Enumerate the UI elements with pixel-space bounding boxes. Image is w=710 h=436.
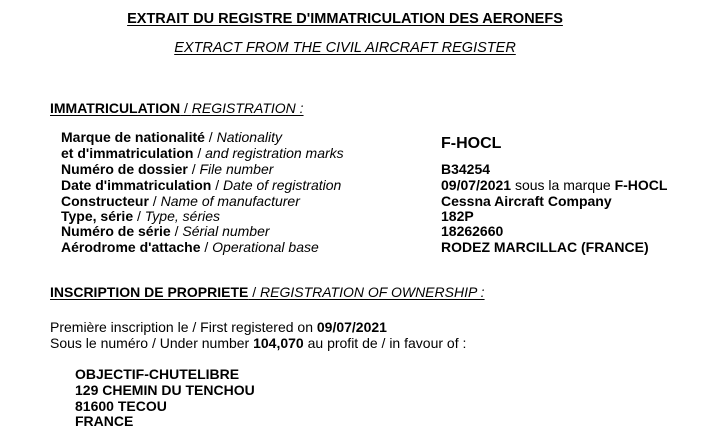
label-separator: / [193, 145, 206, 161]
label-separator: / [133, 208, 145, 224]
label-separator: / [148, 193, 161, 209]
label-en: Type, séries [144, 208, 221, 224]
label-fr: Marque de nationalité [61, 129, 205, 145]
value-registration-marks: F-HOCL [441, 135, 502, 152]
first-registered-date: 09/07/2021 [316, 319, 387, 335]
value-serial-number: 18262660 [441, 223, 504, 239]
registration-heading-en: REGISTRATION : [191, 100, 304, 116]
first-registered-line [50, 319, 387, 335]
label-separator: / [204, 129, 217, 145]
label-separator: / [200, 239, 213, 255]
registration-heading-fr: IMMATRICULATION [50, 100, 181, 116]
ownership-favour-label: au profit de / in favour of : [303, 335, 467, 351]
owner-name: OBJECTIF-CHUTELIBRE [75, 366, 240, 382]
label-en: Operational base [212, 239, 319, 255]
label-en: and registration marks [205, 145, 344, 161]
label-operational-base [61, 239, 319, 255]
ownership-number-line [50, 335, 466, 351]
label-file-number [61, 161, 273, 177]
label-fr: Numéro de dossier [61, 161, 188, 177]
label-en: Name of manufacturer [160, 193, 300, 209]
value-type-series: 182P [441, 208, 474, 224]
label-en: Nationality [216, 129, 282, 145]
label-fr: Numéro de série [61, 223, 171, 239]
label-fr: Type, série [61, 208, 134, 224]
ownership-number-label: Sous le numéro / Under number [50, 335, 254, 351]
label-registration-date [61, 177, 341, 193]
ownership-section-heading [50, 284, 485, 300]
label-separator: / [211, 177, 224, 193]
registration-section-heading [50, 100, 304, 116]
heading-separator: / [248, 284, 261, 300]
label-registration-marks [61, 145, 344, 161]
label-type-series [61, 208, 220, 224]
label-en: Date of registration [223, 177, 342, 193]
owner-street: 129 CHEMIN DU TENCHOU [75, 382, 255, 398]
owner-city: 81600 TECOU [75, 398, 167, 414]
label-fr: Aérodrome d'attache [61, 239, 201, 255]
value-manufacturer: Cessna Aircraft Company [441, 193, 612, 209]
value-operational-base: RODEZ MARCILLAC (FRANCE) [441, 239, 649, 255]
first-registered-label: Première inscription le / First registered on [50, 319, 317, 335]
owner-country: FRANCE [75, 413, 134, 429]
value-file-number: B34254 [441, 161, 491, 177]
ownership-heading-en: REGISTRATION OF OWNERSHIP : [260, 284, 485, 300]
label-manufacturer [61, 193, 300, 209]
document-title-en: EXTRACT FROM THE CIVIL AIRCRAFT REGISTER [174, 40, 516, 56]
registration-date: 09/07/2021 [441, 177, 512, 193]
value-registration-date [441, 177, 667, 193]
registration-date-connector: sous la marque [511, 177, 615, 193]
label-fr: Constructeur [61, 193, 149, 209]
label-nationality [61, 129, 282, 145]
label-en: Sérial number [182, 223, 270, 239]
ownership-number-value: 104,070 [253, 335, 304, 351]
registration-date-mark: F-HOCL [614, 177, 668, 193]
ownership-heading-fr: INSCRIPTION DE PROPRIETE [50, 284, 249, 300]
label-en: File number [199, 161, 274, 177]
label-fr: et d'immatriculation [61, 145, 194, 161]
label-separator: / [187, 161, 200, 177]
label-fr: Date d'immatriculation [61, 177, 212, 193]
label-serial-number [61, 223, 270, 239]
label-separator: / [170, 223, 183, 239]
document-title-fr: EXTRAIT DU REGISTRE D'IMMATRICULATION DES AERONEFS [127, 11, 563, 27]
heading-separator: / [180, 100, 192, 116]
